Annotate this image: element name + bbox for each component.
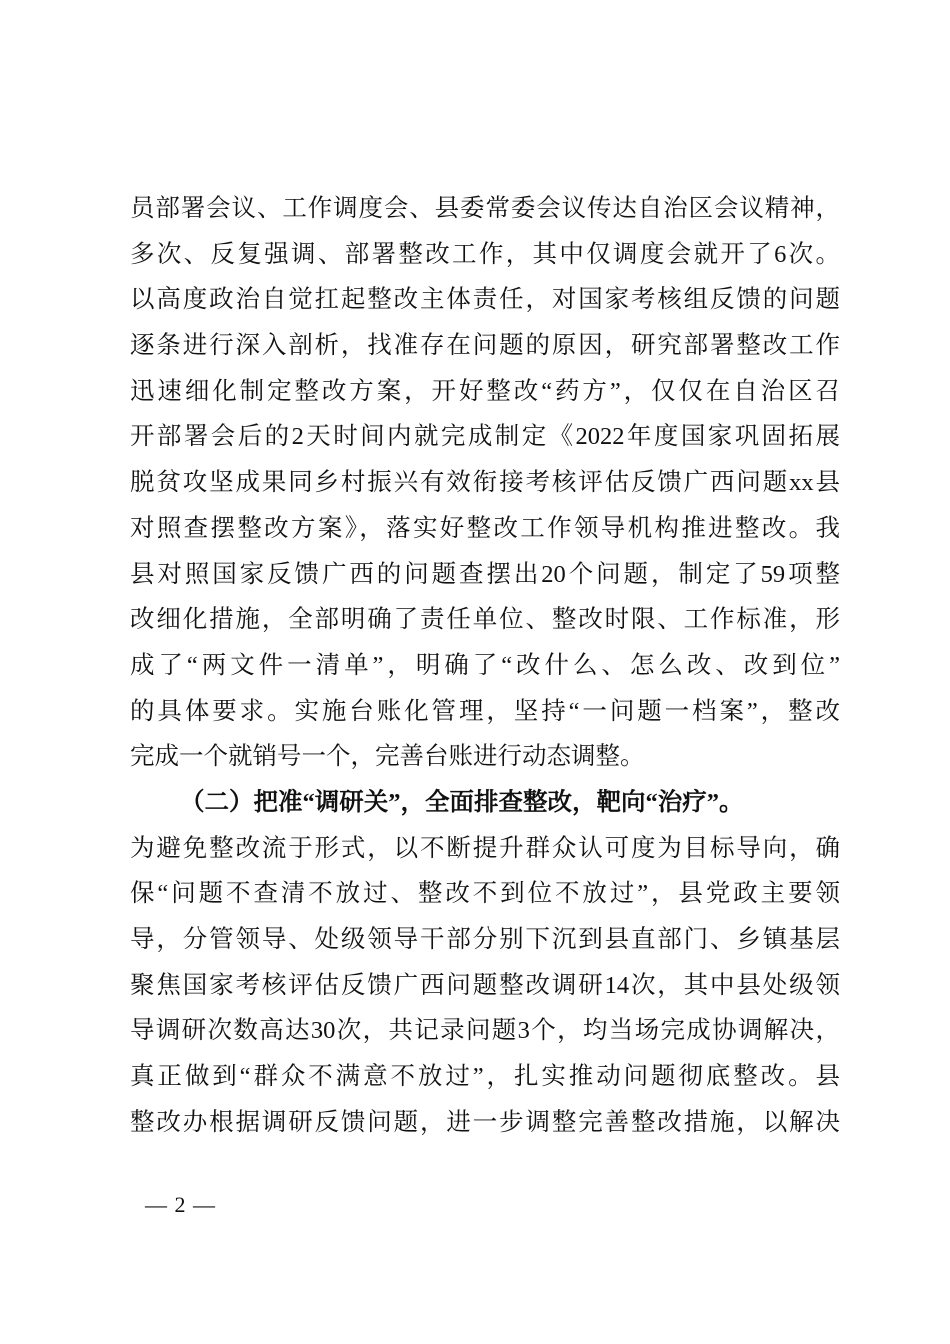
text-line: 真正做到“群众不满意不放过”，扎实推动问题彻底整改。县 <box>130 1063 840 1091</box>
text-line: 以高度政治自觉扛起整改主体责任，对国家考核组反馈的问题 <box>130 286 840 314</box>
text-line: 保“问题不查清不放过、整改不到位不放过”，县党政主要领 <box>130 880 840 908</box>
text-line: 逐条进行深入剖析，找准存在问题的原因，研究部署整改工作 <box>130 332 840 360</box>
text-line: 完成一个就销号一个，完善台账进行动态调整。 <box>130 743 645 771</box>
text-line: 的具体要求。实施台账化管理，坚持“一问题一档案”，整改 <box>130 697 840 725</box>
text-line: 县对照国家反馈广西的问题查摆出20个问题，制定了59项整 <box>130 560 840 588</box>
text-line: 导调研次数高达30次，共记录问题3个，均当场完成协调解决， <box>130 1017 840 1045</box>
text-line: 多次、反复强调、部署整改工作，其中仅调度会就开了6次。 <box>130 240 840 268</box>
text-line: 成了“两文件一清单”，明确了“改什么、怎么改、改到位” <box>130 651 840 679</box>
text-line: 导，分管领导、处级领导干部分别下沉到县直部门、乡镇基层 <box>130 926 840 953</box>
section-heading: （二）把准“调研关”，全面排查整改，靶向“治疗”。 <box>180 788 744 816</box>
text-line: 脱贫攻坚成果同乡村振兴有效衔接考核评估反馈广西问题xx县 <box>130 469 840 497</box>
text-line: 改细化措施，全部明确了责任单位、整改时限、工作标准，形 <box>130 606 840 634</box>
text-line: 整改办根据调研反馈问题，进一步调整完善整改措施，以解决 <box>130 1108 840 1136</box>
document-body <box>130 186 840 1145</box>
text-line: 员部署会议、工作调度会、县委常委会议传达自治区会议精神， <box>130 195 840 222</box>
text-line: 为避免整改流于形式，以不断提升群众认可度为目标导向，确 <box>130 834 840 862</box>
text-line: 聚焦国家考核评估反馈广西问题整改调研14次，其中县处级领 <box>130 971 840 999</box>
text-line: 对照查摆整改方案》，落实好整改工作领导机构推进整改。我 <box>130 514 840 542</box>
text-line: 迅速细化制定整改方案，开好整改“药方”，仅仅在自治区召 <box>130 377 840 405</box>
text-line: 开部署会后的2天时间内就完成制定《2022年度国家巩固拓展 <box>130 423 840 451</box>
page-number: — 2 — <box>145 1192 216 1217</box>
